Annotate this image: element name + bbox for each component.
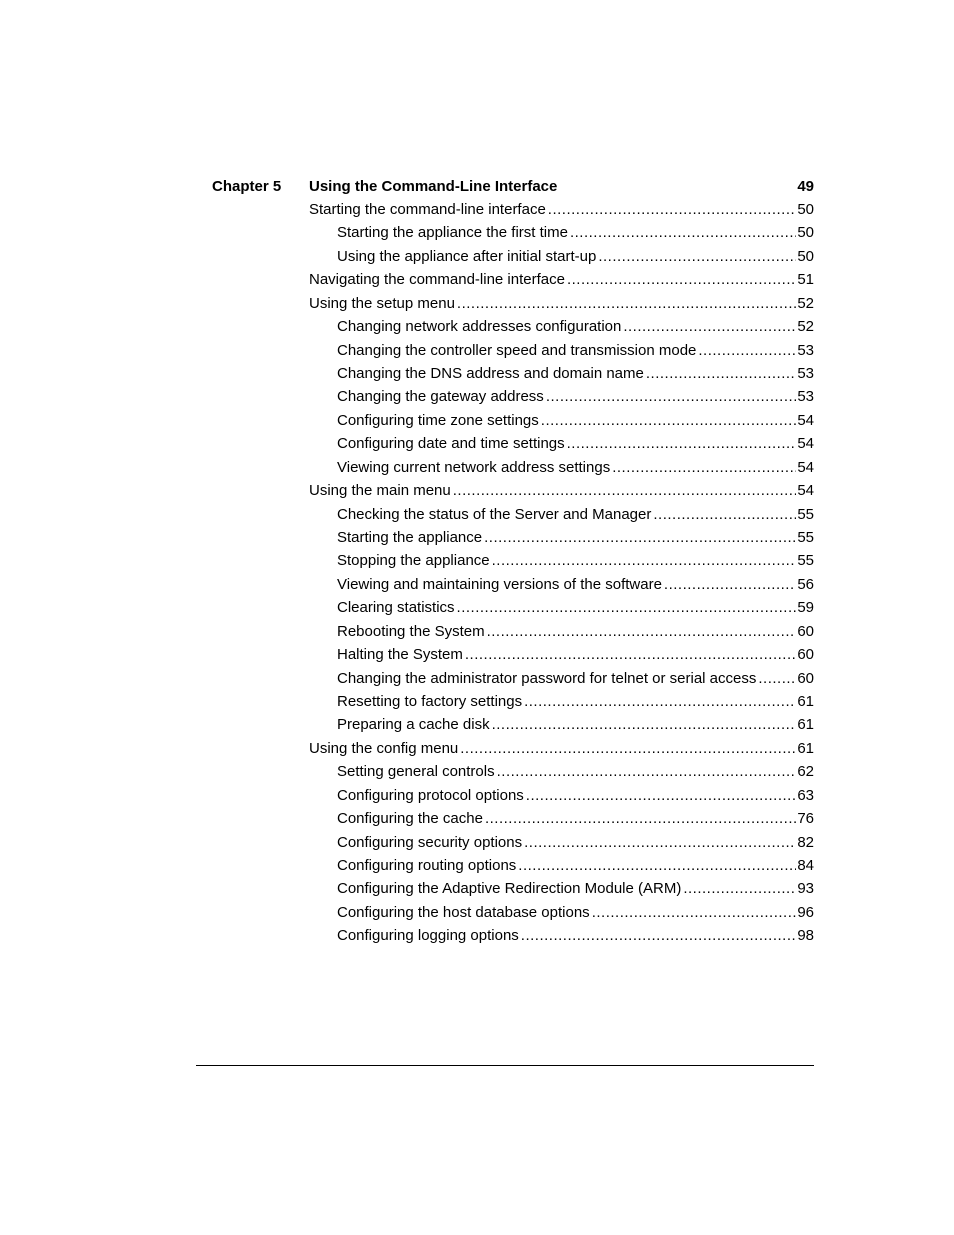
toc-section-entry[interactable]	[309, 269, 814, 291]
toc-entry-title: Changing network addresses configuration	[337, 318, 622, 336]
toc-entry-page-number: 61	[797, 739, 814, 757]
toc-entry-page-number: 52	[797, 294, 814, 312]
footer-rule	[196, 1065, 814, 1066]
toc-subsection-entry[interactable]	[337, 222, 814, 244]
toc-subsection-entry[interactable]	[337, 574, 814, 596]
toc-entry-page-number: 55	[797, 552, 814, 570]
dot-leader	[485, 808, 796, 830]
dot-leader	[653, 504, 796, 526]
toc-entry-page-number: 60	[797, 669, 814, 687]
dot-leader	[524, 832, 796, 854]
toc-entry-title: Changing the controller speed and transmission mode	[337, 341, 697, 359]
dot-leader	[460, 738, 796, 760]
toc-entry-page-number: 61	[797, 693, 814, 711]
toc-subsection-entry[interactable]	[337, 808, 814, 830]
toc-entry-page-number: 56	[797, 575, 814, 593]
toc-entry-title: Configuring logging options	[337, 927, 519, 945]
toc-entry-page-number: 60	[797, 622, 814, 640]
dot-leader	[518, 855, 796, 877]
dot-leader	[453, 480, 797, 502]
toc-entry-page-number: 55	[797, 529, 814, 547]
toc-subsection-entry[interactable]	[337, 902, 814, 924]
toc-entry-title: Configuring the host database options	[337, 903, 590, 921]
dot-leader	[546, 386, 797, 408]
dot-leader	[548, 199, 797, 221]
toc-entry-page-number: 50	[797, 247, 814, 265]
toc-subsection-entry[interactable]	[337, 597, 814, 619]
dot-leader	[484, 527, 796, 549]
toc-entry-title: Halting the System	[337, 646, 463, 664]
dot-leader	[521, 925, 797, 947]
toc-subsection-entry[interactable]	[337, 691, 814, 713]
toc-entry-title: Changing the gateway address	[337, 388, 544, 406]
toc-entry-page-number: 96	[797, 903, 814, 921]
toc-entry-page-number: 54	[797, 435, 814, 453]
toc-entry-title: Configuring protocol options	[337, 786, 524, 804]
toc-entry-title: Navigating the command-line interface	[309, 271, 565, 289]
toc-entry-title: Configuring security options	[337, 833, 523, 851]
toc-entry-title: Setting general controls	[337, 763, 495, 781]
toc-entry-page-number: 63	[797, 786, 814, 804]
dot-leader	[570, 222, 796, 244]
chapter-title[interactable]: Using the Command-Line Interface	[309, 178, 558, 195]
dot-leader	[567, 269, 796, 291]
toc-subsection-entry[interactable]	[337, 340, 814, 362]
chapter-page-number: 49	[797, 178, 814, 195]
toc-subsection-entry[interactable]	[337, 855, 814, 877]
dot-leader	[758, 668, 796, 690]
toc-subsection-entry[interactable]	[337, 761, 814, 783]
toc-entry-page-number: 59	[797, 599, 814, 617]
toc-entry-page-number: 54	[797, 458, 814, 476]
toc-entry-page-number: 50	[797, 201, 814, 218]
toc-entry-title: Changing the DNS address and domain name	[337, 365, 644, 382]
toc-entry-title: Configuring the Adaptive Redirection Module (ARM)	[337, 880, 682, 898]
toc-subsection-entry[interactable]	[337, 644, 814, 666]
dot-leader	[526, 785, 797, 807]
dot-leader	[567, 433, 797, 455]
toc-entry-title: Stopping the appliance	[337, 552, 490, 570]
toc-entry-title: Starting the appliance the first time	[337, 224, 568, 242]
toc-entry-title: Using the config menu	[309, 739, 459, 757]
toc-subsection-entry[interactable]	[337, 316, 814, 338]
toc-entry-title: Clearing statistics	[337, 599, 455, 617]
toc-subsection-entry[interactable]	[337, 410, 814, 432]
dot-leader	[664, 574, 796, 596]
toc-section-entry[interactable]	[309, 480, 814, 502]
toc-entry-page-number: 62	[797, 763, 814, 781]
dot-leader	[487, 621, 797, 643]
toc-entry-title: Using the main menu	[309, 482, 451, 500]
toc-section-entry[interactable]	[309, 293, 814, 315]
toc-entry-title: Rebooting the System	[337, 622, 485, 640]
toc-entry-page-number: 53	[797, 365, 814, 382]
dot-leader	[524, 691, 796, 713]
toc-entry-page-number: 52	[797, 318, 814, 336]
toc-entry-title: Configuring date and time settings	[337, 435, 565, 453]
toc-entry-page-number: 50	[797, 224, 814, 242]
toc-entry-page-number: 51	[797, 271, 814, 289]
dot-leader	[457, 597, 797, 619]
dot-leader	[598, 246, 796, 268]
dot-leader	[592, 902, 797, 924]
chapter-label: Chapter 5	[212, 178, 282, 195]
toc-entry-title: Configuring routing options	[337, 857, 517, 875]
dot-leader	[698, 340, 796, 362]
dot-leader	[492, 550, 797, 572]
toc-entry-title: Configuring the cache	[337, 810, 483, 828]
toc-subsection-entry[interactable]	[337, 504, 814, 526]
toc-subsection-entry[interactable]	[337, 668, 814, 690]
toc-subsection-entry[interactable]	[337, 433, 814, 455]
toc-subsection-entry[interactable]	[337, 878, 814, 900]
toc-entry-title: Resetting to factory settings	[337, 693, 523, 711]
toc-entry-page-number: 98	[797, 927, 814, 945]
toc-entry-title: Configuring time zone settings	[337, 411, 539, 429]
toc-subsection-entry[interactable]	[337, 527, 814, 549]
toc-entry-title: Using the setup menu	[309, 294, 455, 312]
toc-section-entry[interactable]	[309, 738, 814, 760]
toc-entry-title: Starting the appliance	[337, 529, 483, 547]
toc-entry-page-number: 82	[797, 833, 814, 851]
dot-leader	[683, 878, 796, 900]
chapter-heading[interactable]	[212, 176, 814, 198]
dot-leader	[497, 761, 797, 783]
toc-entry-page-number: 60	[797, 646, 814, 664]
toc-subsection-entry[interactable]	[337, 550, 814, 572]
toc-subsection-entry[interactable]	[337, 386, 814, 408]
toc-entry-title: Viewing current network address settings	[337, 458, 611, 476]
toc-entry-page-number: 54	[797, 411, 814, 429]
dot-leader	[612, 457, 796, 479]
toc-entry-page-number: 93	[797, 880, 814, 898]
toc-subsection-entry[interactable]	[337, 785, 814, 807]
toc-entry-page-number: 54	[797, 482, 814, 500]
toc-subsection-entry[interactable]	[337, 621, 814, 643]
toc-entry-page-number: 61	[797, 716, 814, 734]
toc-subsection-entry[interactable]	[337, 714, 814, 736]
toc-entry-title: Preparing a cache disk	[337, 716, 490, 734]
dot-leader	[465, 644, 796, 666]
toc-entry-page-number: 76	[797, 810, 814, 828]
toc-subsection-entry[interactable]	[337, 246, 814, 268]
dot-leader	[492, 714, 797, 736]
toc-entry-page-number: 84	[797, 857, 814, 875]
toc-entry-title: Changing the administrator password for telnet or serial access	[337, 669, 757, 687]
toc-section-entry[interactable]	[309, 199, 814, 221]
dot-leader	[646, 363, 796, 385]
toc-entry-title: Using the appliance after initial start-up	[337, 247, 597, 265]
toc-entry-page-number: 55	[797, 505, 814, 523]
toc-subsection-entry[interactable]	[337, 832, 814, 854]
toc-entry-title: Viewing and maintaining versions of the software	[337, 575, 662, 593]
dot-leader	[457, 293, 796, 315]
toc-entry-title: Checking the status of the Server and Manager	[337, 505, 652, 523]
toc-subsection-entry[interactable]	[337, 457, 814, 479]
dot-leader	[541, 410, 797, 432]
toc-entry-page-number: 53	[797, 388, 814, 406]
toc-subsection-entry[interactable]	[337, 925, 814, 947]
toc-subsection-entry[interactable]	[337, 363, 814, 385]
toc-entry-page-number: 53	[797, 341, 814, 359]
dot-leader	[623, 316, 796, 338]
toc-entry-title: Starting the command-line interface	[309, 201, 546, 218]
